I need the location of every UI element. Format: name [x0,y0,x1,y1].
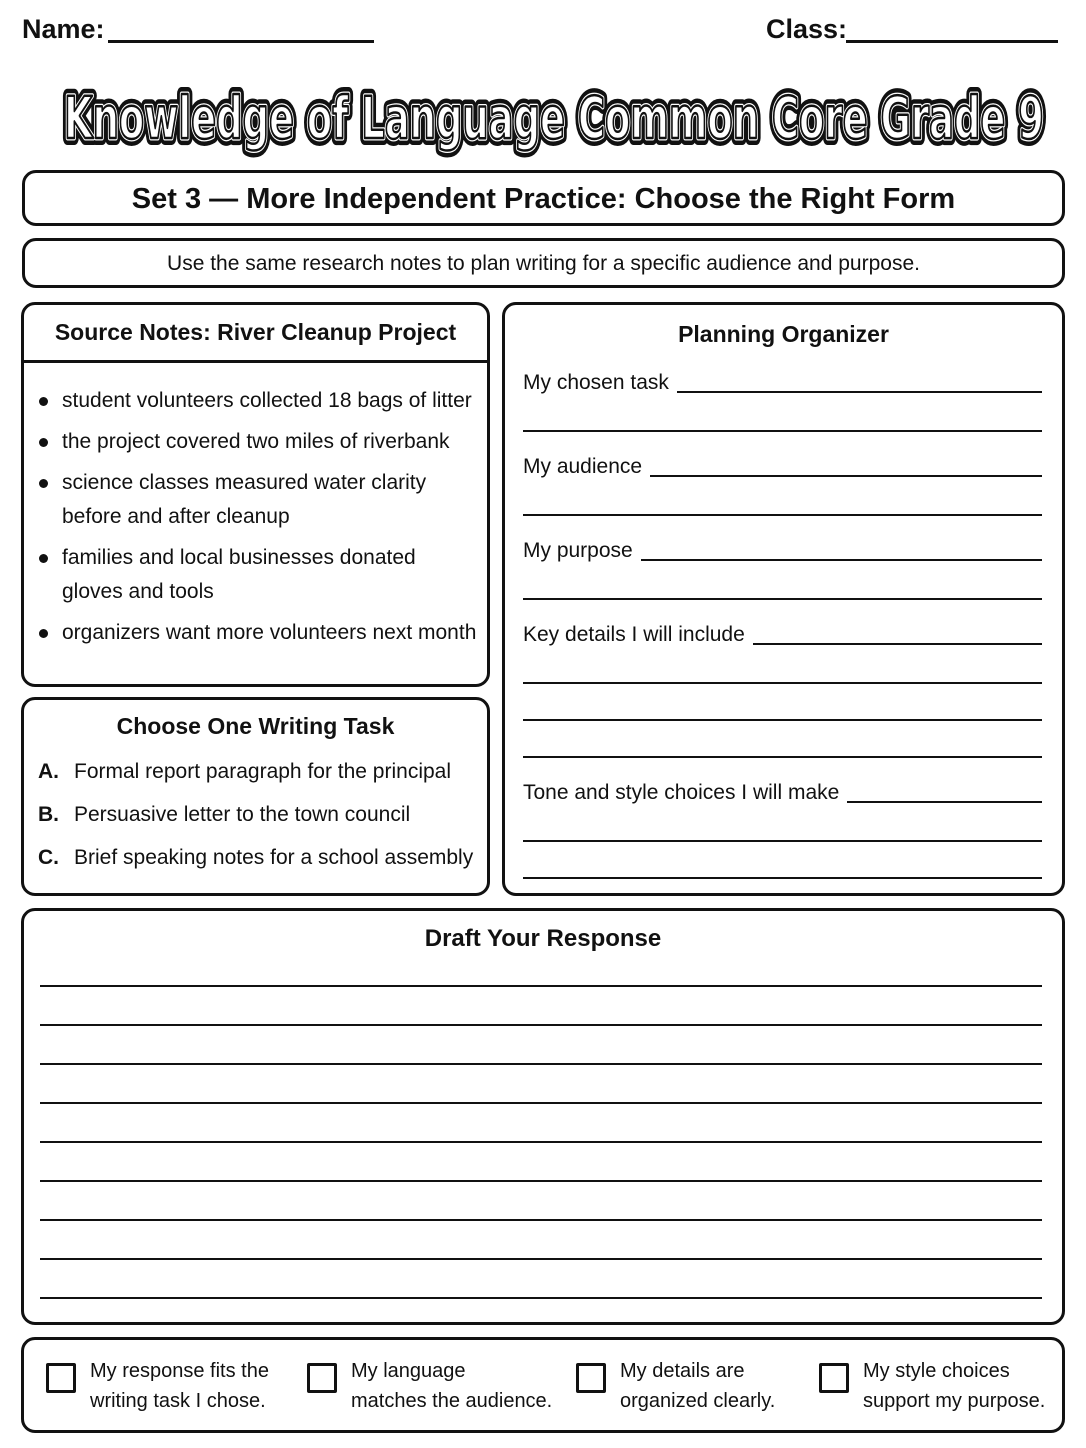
bullet-icon [39,438,48,447]
planning-answer-line[interactable] [523,719,1042,721]
task-text: Brief speaking notes for a school assembly [74,846,474,869]
planning-field-label: My purpose [523,539,633,562]
source-note-text: student volunteers collected 18 bags of litter [62,389,472,412]
source-note-item [24,425,487,459]
draft-writing-line[interactable] [40,1180,1042,1182]
self-check-item [46,1356,307,1416]
source-note-text: the project covered two miles of riverbank [62,430,450,453]
planning-field [523,453,1042,479]
planning-field [523,369,1042,395]
name-label: Name: [22,14,105,44]
self-check-item [819,1356,1049,1416]
writing-task-list [38,750,477,879]
planning-field-label: My audience [523,455,643,478]
self-check-line: writing task I chose. [90,1390,266,1412]
draft-writing-line[interactable] [40,1063,1042,1065]
worksheet-title [48,72,1060,162]
bullet-icon [39,479,48,488]
source-note-item [24,466,487,534]
task-text: Persuasive letter to the town council [74,803,411,826]
planning-organizer-title: Planning Organizer [678,321,889,347]
source-note-item [24,384,487,418]
bullet-icon [39,629,48,638]
checkbox[interactable] [46,1363,76,1393]
source-notes-divider [24,360,487,363]
svg-text:Knowledge of Language Common C: Knowledge of Language Common Core Grade 9 [64,84,1044,152]
bullet-icon [39,397,48,406]
self-check-item [576,1356,819,1416]
planning-fields [523,369,1042,937]
set-subtitle: Set 3 — More Independent Practice: Choose the Right Form [22,170,1065,226]
planning-answer-line[interactable] [677,391,1042,393]
source-note-item [24,541,487,609]
self-check-line: organized clearly. [620,1390,776,1412]
source-note-text: gloves and tools [62,580,214,603]
writing-task-option [38,750,477,793]
name-field[interactable] [108,40,374,43]
draft-panel [21,908,1065,1325]
class-field[interactable] [846,40,1058,43]
planning-field [523,779,1042,805]
writing-task-title: Choose One Writing Task [116,713,395,739]
self-check-line: My response fits the [90,1360,269,1382]
bullet-icon [39,554,48,563]
draft-writing-line[interactable] [40,1297,1042,1299]
self-check-list [46,1356,1052,1416]
draft-writing-line[interactable] [40,1219,1042,1221]
checkbox[interactable] [819,1363,849,1393]
svg-text:Knowledge of Language Common C: Knowledge of Language Common Core Grade 9 [64,84,1044,152]
planning-answer-line[interactable] [523,682,1042,684]
writing-task-panel [21,697,490,896]
svg-text:Knowledge of Language Common C: Knowledge of Language Common Core Grade 9 [64,84,1044,152]
task-letter: C. [38,846,59,869]
draft-writing-line[interactable] [40,985,1042,987]
source-notes-title: Source Notes: River Cleanup Project [54,319,457,345]
planning-answer-line[interactable] [523,877,1042,879]
draft-writing-line[interactable] [40,1024,1042,1026]
planning-field-label: Tone and style choices I will make [523,781,840,804]
planning-field [523,537,1042,563]
self-check-text [620,1356,775,1416]
self-check-item [307,1356,576,1416]
self-check-line: support my purpose. [863,1390,1046,1412]
planning-field [523,621,1042,647]
self-check-line: matches the audience. [351,1390,553,1412]
task-letter: B. [38,803,59,826]
self-check-text [863,1356,1045,1416]
self-check-line: My style choices [863,1360,1010,1382]
source-note-text: before and after cleanup [62,505,290,528]
source-notes-list [24,384,487,657]
self-check-panel [21,1337,1065,1433]
planning-answer-line[interactable] [847,801,1042,803]
draft-writing-line[interactable] [40,1258,1042,1260]
source-note-text: science classes measured water clarity [62,471,427,494]
planning-field-label: Key details I will include [523,623,745,646]
planning-answer-line[interactable] [523,840,1042,842]
checkbox[interactable] [576,1363,606,1393]
checkbox[interactable] [307,1363,337,1393]
writing-task-option [38,793,477,836]
planning-organizer-panel [502,302,1065,896]
self-check-text [351,1356,552,1416]
task-letter: A. [38,760,59,783]
class-label: Class: [766,14,848,44]
source-notes-panel [21,302,490,687]
self-check-line: My details are [620,1360,745,1382]
self-check-text [90,1356,269,1416]
planning-answer-line[interactable] [650,475,1042,477]
self-check-line: My language [351,1360,466,1382]
draft-writing-line[interactable] [40,1102,1042,1104]
source-note-item [24,616,487,650]
draft-writing-lines[interactable] [40,985,1042,1336]
task-text: Formal report paragraph for the principal [74,760,452,783]
draft-writing-line[interactable] [40,1141,1042,1143]
planning-field-label: My chosen task [523,371,669,394]
planning-answer-line[interactable] [753,643,1042,645]
planning-answer-line[interactable] [641,559,1042,561]
source-note-text: organizers want more volunteers next month [62,621,477,644]
instructions: Use the same research notes to plan writing for a specific audience and purpose. [22,238,1065,288]
draft-title: Draft Your Response [424,925,662,952]
source-note-text: families and local businesses donated [62,546,416,569]
writing-task-option [38,836,477,879]
